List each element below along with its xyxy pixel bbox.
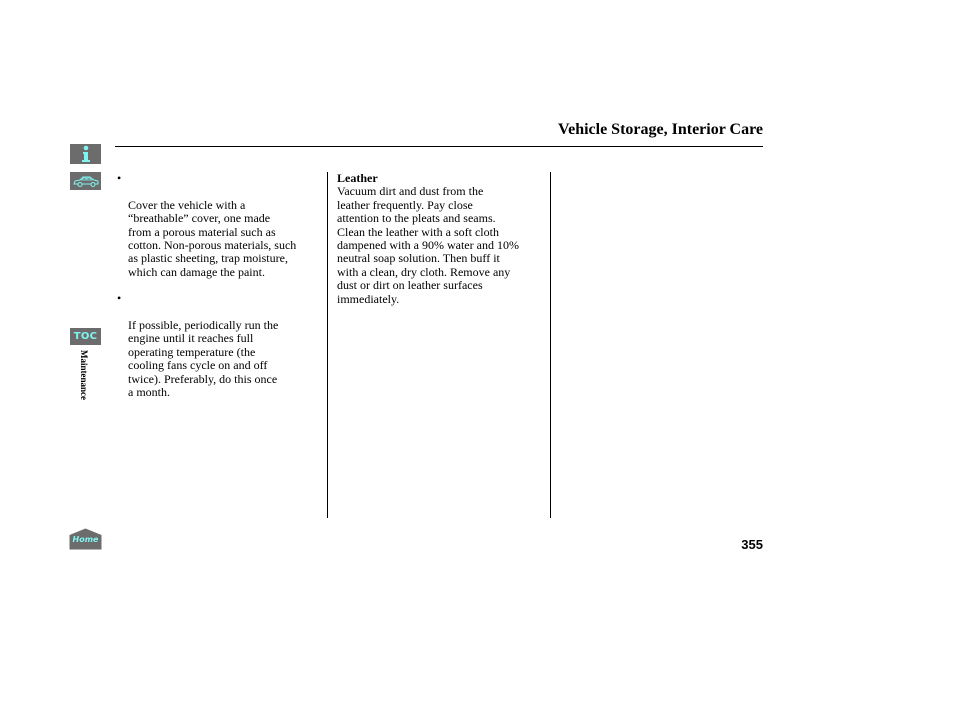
column-divider — [550, 172, 551, 518]
column-divider — [327, 172, 328, 518]
leather-heading: Leather — [337, 171, 378, 185]
title-divider — [115, 146, 763, 147]
info-button[interactable] — [70, 144, 101, 164]
page-title: Vehicle Storage, Interior Care — [558, 121, 763, 138]
toc-button[interactable]: TOC — [70, 328, 101, 345]
page-number: 355 — [741, 537, 763, 552]
car-icon — [72, 174, 100, 188]
storage-tips-column — [117, 172, 323, 400]
bullet-icon: • — [117, 171, 122, 185]
bullet-text: If possible, periodically run the engine until it reaches full operating temperature (the cooling fans cycle on and off twice). Preferably, do this once a month. — [128, 318, 279, 400]
home-label: Home — [72, 535, 99, 544]
list-item — [117, 172, 323, 279]
info-icon — [79, 145, 93, 163]
list-item — [117, 292, 323, 399]
leather-body: Vacuum dirt and dust from the leather frequently. Pay close attention to the pleats and seams. Clean the leather with a soft cloth dampened with a 90% water and 10% neutral soap solution. Then buff it with a clean, dry cloth. Remove any dust or dirt on leather surfaces immediately. — [337, 184, 519, 306]
home-button[interactable] — [69, 528, 102, 550]
leather-care-column — [337, 172, 542, 306]
vehicle-index-button[interactable] — [70, 172, 101, 190]
section-tab-label[interactable]: Maintenance — [79, 350, 89, 400]
bullet-icon: • — [117, 291, 122, 306]
bullet-text: Cover the vehicle with a “breathable” cover, one made from a porous material such as cotton. Non-porous materials, such as plastic sheeting, trap moisture, which can damage the paint. — [128, 197, 297, 279]
